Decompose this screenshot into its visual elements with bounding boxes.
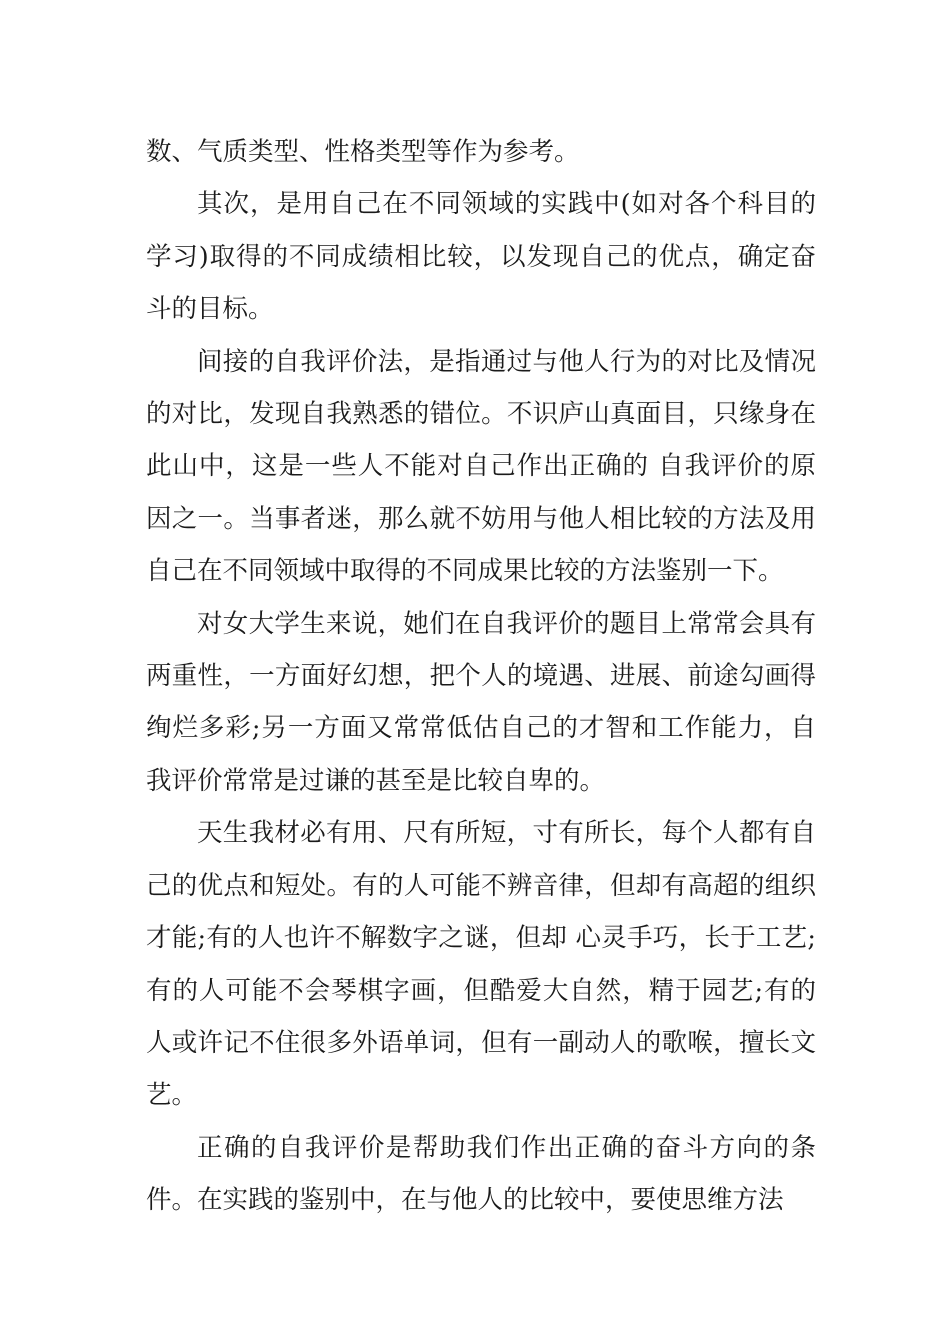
paragraph-4: 对女大学生来说，她们在自我评价的题目上常常会具有两重性，一方面好幻想，把个人的境遇、进展、前途勾画得绚烂多彩;另一方面又常常低估自己的才智和工作能力，自我评价常常是过谦的甚至是比较自卑的。: [146, 608, 816, 796]
paragraph-6: 正确的自我评价是帮助我们作出正确的奋斗方向的条件。在实践的鉴别中，在与他人的比较中，要使思维方法: [146, 1132, 816, 1216]
paragraph-2: 其次，是用自己在不同领域的实践中(如对各个科目的学习)取得的不同成绩相比较，以发现自己的优点，确定奋斗的目标。: [146, 189, 816, 325]
paragraph-3: 间接的自我评价法，是指通过与他人行为的对比及情况的对比，发现自我熟悉的错位。不识庐山真面目，只缘身在此山中，这是一些人不能对自己作出正确的 自我评价的原因之一。当事者迷，那么就不妨用与他人相比较的方法及用自己在不同领域中取得的不同成果比较的方法鉴别一下。: [146, 346, 816, 587]
document-body: [146, 126, 816, 1227]
paragraph-5: 天生我材必有用、尺有所短，寸有所长，每个人都有自己的优点和短处。有的人可能不辨音律，但却有高超的组织才能;有的人也许不解数字之谜，但却 心灵手巧，长于工艺;有的人可能不会琴棋字画，但酷爱大自然，精于园艺;有的人或许记不住很多外语单词，但有一副动人的歌喉，擅长文艺。: [146, 818, 816, 1111]
paragraph-1: 数、气质类型、性格类型等作为参考。: [146, 137, 580, 167]
